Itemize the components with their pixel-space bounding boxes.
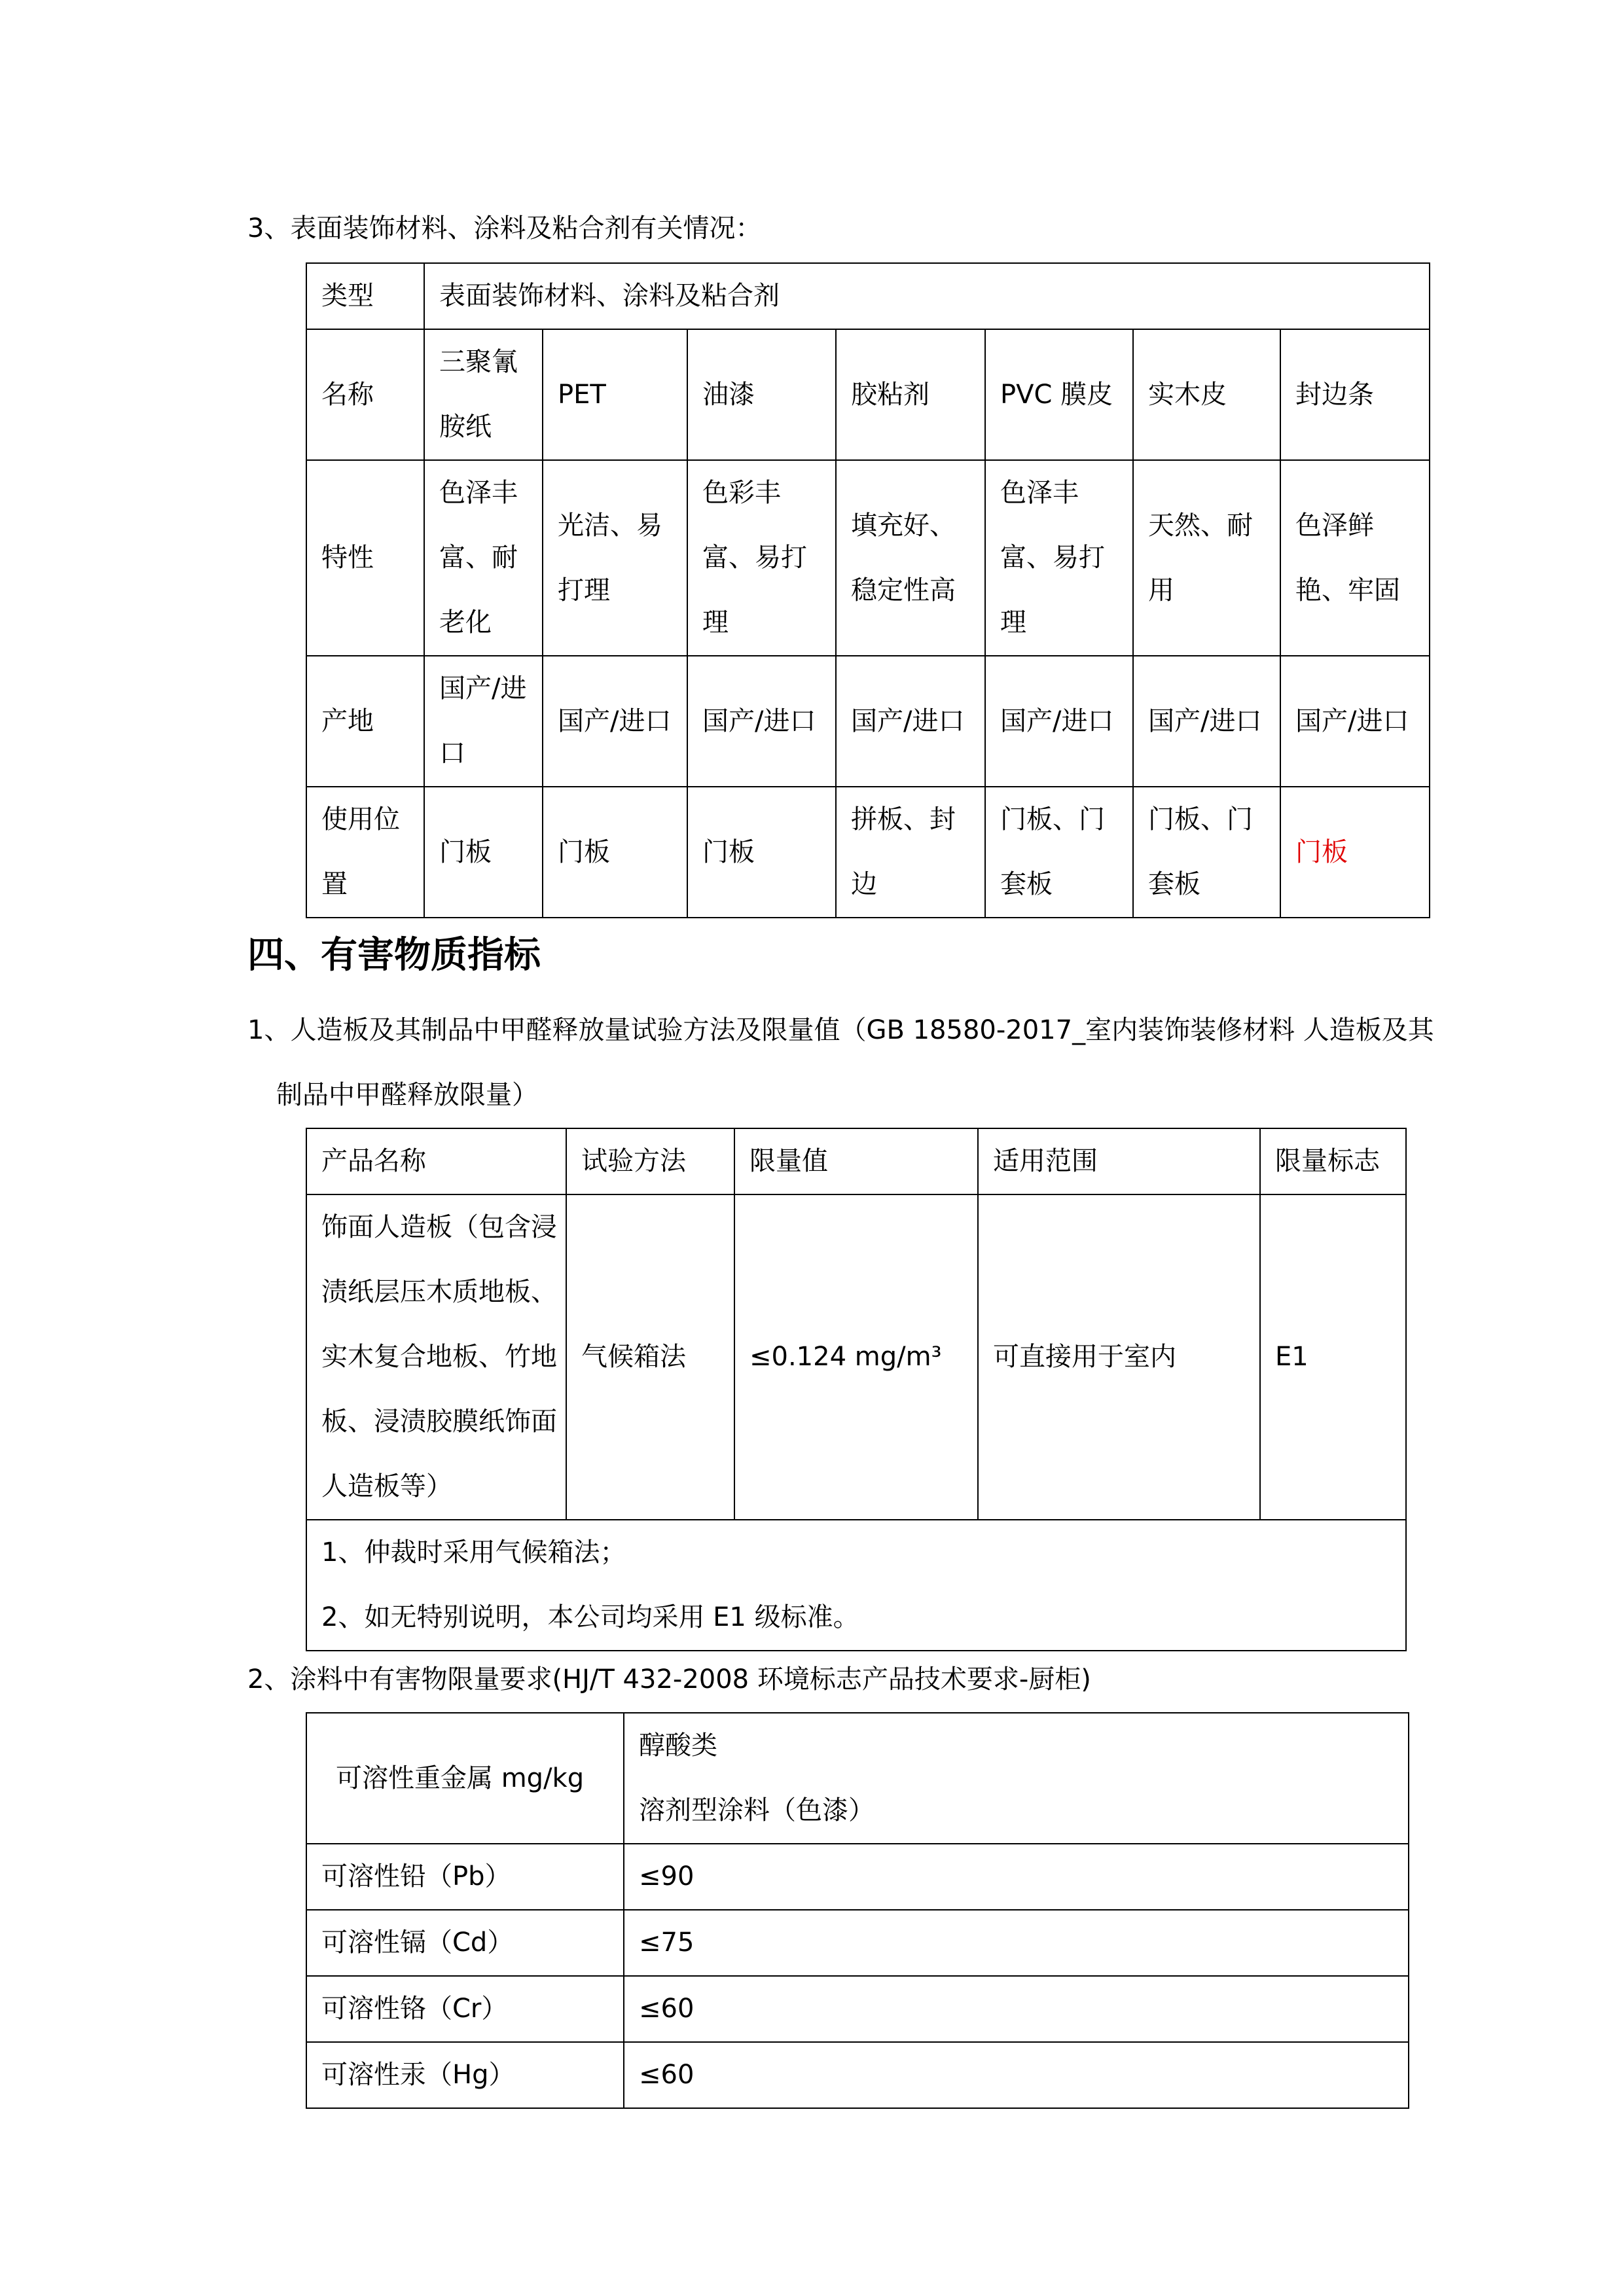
material-cell: 光洁、易打理: [543, 460, 687, 656]
formaldehyde-limit-table: [306, 1128, 1407, 1651]
table-row: [306, 2042, 1409, 2108]
type-label: 类型: [306, 263, 424, 329]
metal-name-cell: 可溶性汞（Hg）: [306, 2042, 624, 2108]
header-alkyd-line1: 醇酸类: [639, 1731, 717, 1761]
material-cell: 门板: [1280, 787, 1430, 918]
table-row: [306, 1976, 1409, 2042]
header-alkyd: [624, 1713, 1409, 1844]
header-limit-mark: 限量标志: [1260, 1128, 1406, 1194]
metal-name-cell: 可溶性镉（Cd）: [306, 1910, 624, 1976]
test-method-cell: 气候箱法: [566, 1194, 734, 1520]
metal-name-cell: 可溶性铅（Pb）: [306, 1844, 624, 1910]
material-cell: 门板: [687, 787, 836, 918]
material-cell: 国产/进口: [836, 656, 985, 787]
header-test-method: 试验方法: [566, 1128, 734, 1194]
material-cell: 门板: [543, 787, 687, 918]
material-cell: 三聚氰胺纸: [424, 329, 543, 460]
material-cell: 国产/进口: [543, 656, 687, 787]
origin-row: [306, 656, 1430, 787]
material-cell: 国产/进口: [1133, 656, 1280, 787]
notes-row: [306, 1520, 1406, 1651]
material-cell: 胶粘剂: [836, 329, 985, 460]
table-row: [306, 1194, 1406, 1520]
item-1-title-line1: 1、人造板及其制品中甲醛释放量试验方法及限量值（GB 18580-2017_室内装饰装修材料 人造板及其: [247, 1015, 1434, 1045]
material-cell: 实木皮: [1133, 329, 1280, 460]
note-2: 2、如无特别说明，本公司均采用 E1 级标准。: [321, 1602, 859, 1632]
metal-name-cell: 可溶性铬（Cr）: [306, 1976, 624, 2042]
note-1: 1、仲裁时采用气候箱法；: [321, 1537, 626, 1568]
header-row: [306, 1713, 1409, 1844]
type-row: [306, 263, 1430, 329]
row-label: 特性: [306, 460, 424, 656]
metal-limit-cell: ≤75: [624, 1910, 1409, 1976]
section-3-title: 3、表面装饰材料、涂料及粘合剂有关情况：: [247, 213, 762, 243]
header-scope: 适用范围: [978, 1128, 1260, 1194]
material-cell: 色泽丰富、易打理: [985, 460, 1133, 656]
header-row: [306, 1128, 1406, 1194]
limit-value-cell: ≤0.124 mg/m³: [734, 1194, 978, 1520]
limit-mark-cell: E1: [1260, 1194, 1406, 1520]
material-cell: 填充好、稳定性高: [836, 460, 985, 656]
material-cell: 国产/进口: [1280, 656, 1430, 787]
metal-limit-cell: ≤60: [624, 2042, 1409, 2108]
header-alkyd-line2: 溶剂型涂料（色漆）: [639, 1795, 875, 1825]
row-label: 产地: [306, 656, 424, 787]
material-cell: 国产/进口: [424, 656, 543, 787]
row-label: 使用位置: [306, 787, 424, 918]
name-row: [306, 329, 1430, 460]
product-name-cell: 饰面人造板（包含浸渍纸层压木质地板、实木复合地板、竹地板、浸渍胶膜纸饰面人造板等）: [306, 1194, 566, 1520]
material-cell: 门板: [424, 787, 543, 918]
material-cell: 色泽鲜艳、牢固: [1280, 460, 1430, 656]
material-cell: 色泽丰富、耐老化: [424, 460, 543, 656]
section-4-heading: 四、有害物质指标: [247, 934, 541, 977]
material-cell: PVC 膜皮: [985, 329, 1133, 460]
material-cell: 封边条: [1280, 329, 1430, 460]
metal-limit-cell: ≤90: [624, 1844, 1409, 1910]
material-cell: PET: [543, 329, 687, 460]
heavy-metal-limit-table: [306, 1712, 1409, 2109]
material-cell: 门板、门套板: [1133, 787, 1280, 918]
notes-cell: [306, 1520, 1406, 1651]
material-cell: 国产/进口: [687, 656, 836, 787]
material-cell: 天然、耐用: [1133, 460, 1280, 656]
header-product-name: 产品名称: [306, 1128, 566, 1194]
property-row: [306, 460, 1430, 656]
table-row: [306, 1844, 1409, 1910]
material-cell: 油漆: [687, 329, 836, 460]
material-cell: 拼板、封边: [836, 787, 985, 918]
surface-materials-table: [306, 262, 1430, 918]
material-cell: 门板、门套板: [985, 787, 1133, 918]
material-cell: 色彩丰富、易打理: [687, 460, 836, 656]
header-heavy-metal: 可溶性重金属 mg/kg: [306, 1713, 624, 1844]
header-limit-value: 限量值: [734, 1128, 978, 1194]
scope-cell: 可直接用于室内: [978, 1194, 1260, 1520]
row-label: 名称: [306, 329, 424, 460]
usage-row: [306, 787, 1430, 918]
metal-limit-cell: ≤60: [624, 1976, 1409, 2042]
item-1-title-line2: 制品中甲醛释放限量）: [276, 1080, 538, 1110]
type-value: 表面装饰材料、涂料及粘合剂: [424, 263, 1430, 329]
item-2-title: 2、涂料中有害物限量要求(HJ/T 432-2008 环境标志产品技术要求-厨柜): [247, 1664, 1091, 1695]
table-row: [306, 1910, 1409, 1976]
material-cell: 国产/进口: [985, 656, 1133, 787]
